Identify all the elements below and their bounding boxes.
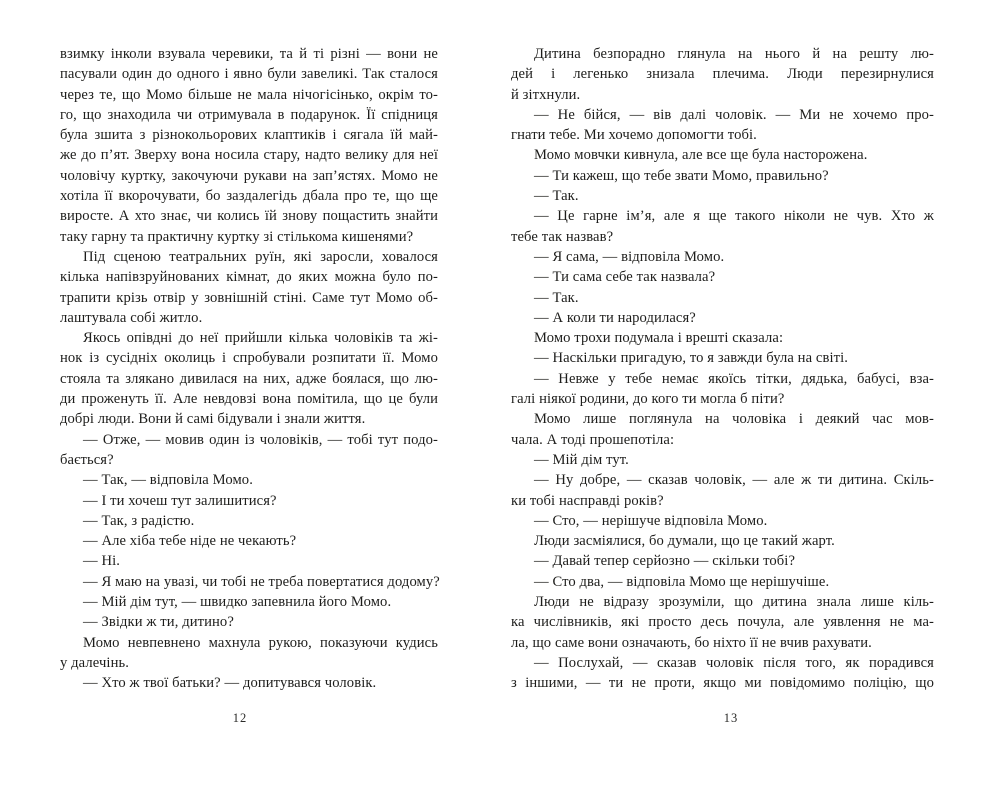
text-line: ки тобі насправді років? (511, 492, 664, 509)
text-line: — Невже у тебе немає якоїсь тітки, дядька, бабусі, вза- (534, 370, 934, 387)
text-line: пасували один до одного і явно були завеликі. Так сталося (60, 66, 438, 83)
text-line: добрі люди. Вони й самі бідували і знали життя. (60, 411, 366, 428)
text-line: трапити крізь отвір у зовнішній стіні. Саме тут Момо об- (60, 289, 438, 306)
text-line: Дитина безпорадно глянула на нього й на решту лю- (534, 46, 934, 62)
text-line: Якось опівдні до неї прийшли кілька чоловіків та жі- (83, 330, 438, 347)
text-line: Люди засміялися, бо думали, що це такий жарт. (534, 533, 835, 550)
text-line: й зітхнули. (511, 86, 581, 103)
text-line: стояла та злякано дивилася на них, адже боялася, що лю- (60, 370, 438, 387)
text-line: — Так, — відповіла Момо. (83, 472, 253, 489)
text-line: же до п’ят. Зверху вона носила стару, надто велику для неї (60, 147, 438, 164)
text-line: — Я маю на увазі, чи тобі не треба повертатися додому? (83, 573, 440, 590)
text-line: Люди не відразу зрозуміли, що дитина знала лише кіль- (534, 594, 934, 611)
text-line: — Так. (534, 188, 579, 205)
text-line: — Я сама, — відповіла Момо. (534, 248, 725, 265)
text-line: — Ну добре, — сказав чоловік, — але ж ти дитина. Скіль- (534, 472, 934, 489)
text-line: була зшита з різнокольорових клаптиків і сягала їй май- (60, 127, 438, 144)
text-line: — Послухай, — сказав чоловік після того, як порадився (534, 654, 934, 671)
text-line: галі ніякої родини, до кого ти могла б піти? (511, 391, 785, 408)
text-line: дей і легенько знизала плечима. Люди перезирнулися (511, 66, 934, 83)
text-line: взимку інколи взувала черевики, та й ті різні — вони не (60, 46, 438, 62)
text-line: — Ні. (83, 553, 120, 570)
text-line: — Давай тепер серйозно — скільки тобі? (534, 553, 796, 570)
text-line: — Хто ж твої батьки? — допитувався чоловік. (83, 675, 377, 692)
text-line: — Мій дім тут, — швидко запевнила його Момо. (83, 594, 392, 611)
text-line: таку гарну та практичну куртку зі стількома кишенями? (60, 228, 414, 245)
text-line: — Ти кажеш, що тебе звати Момо, правильно? (534, 167, 829, 184)
text-line: тебе так назвав? (511, 228, 614, 245)
text-line: у далечінь. (60, 654, 129, 671)
text-line: ла, що саме вони означають, бо ніхто її не вчив рахувати. (511, 634, 872, 651)
text-line: — Мій дім тут. (534, 451, 629, 468)
text-line: — Звідки ж ти, дитино? (83, 614, 234, 631)
text-line: гнати тебе. Ми хочемо допомогти тобі. (511, 127, 757, 144)
page-number-left: 12 (232, 711, 248, 725)
text-line: Момо лише поглянула на чоловіка і деякий час мов- (534, 411, 934, 428)
text-line: — Але хіба тебе ніде не чекають? (83, 533, 297, 550)
text-line: лаштувала собі житло. (60, 309, 203, 326)
page-number-right: 13 (723, 711, 739, 725)
text-line: бається? (60, 451, 114, 468)
text-line: — Не бійся, — вів далі чоловік. — Ми не хочемо про- (534, 106, 934, 123)
page-13-text (511, 44, 934, 694)
text-line: нок із сусідніх околиць і спробували розпитати її. Момо (60, 350, 438, 367)
text-line: кілька напівзруйнованих кімнат, до яких можна було по- (60, 269, 438, 286)
text-line: виросте. А хто знає, чи колись їй знову пощастить знайти (60, 208, 438, 225)
text-line: через те, що Момо більше не мала нічогісінько, окрім то- (60, 86, 438, 103)
text-line: — Наскільки пригадую, то я завжди була на світі. (534, 350, 849, 367)
text-line: — Так. (534, 289, 579, 306)
text-line: — А коли ти народилася? (534, 309, 696, 326)
text-line: Момо трохи подумала і врешті сказала: (534, 330, 784, 347)
text-line: ди проженуть її. Але невдовзі вона помітила, що це були (60, 391, 438, 408)
text-line: — І ти хочеш тут залишитися? (83, 492, 277, 509)
text-line: чоловічу куртку, закочуючи рукави на зап’ястях. Момо не (60, 167, 438, 184)
text-line: — Сто, — нерішуче відповіла Момо. (534, 512, 768, 529)
text-line: — Так, з радістю. (83, 512, 195, 529)
text-line: чала. А тоді прошепотіла: (511, 431, 675, 448)
page-12-text (60, 44, 438, 694)
text-line: Момо невпевнено махнула рукою, показуючи кудись (83, 634, 438, 651)
text-line: — Це гарне ім’я, але я ще такого ніколи не чув. Хто ж (534, 208, 934, 225)
text-line: Момо мовчки кивнула, але все ще була насторожена. (534, 147, 868, 164)
text-line: з іншими, — ти не проти, якщо ми повідомимо поліцію, що (511, 675, 934, 692)
text-line: ка числівників, які просто десь почула, але уявлення не ма- (511, 614, 934, 631)
text-line: Під сценою театральних руїн, які заросли, ховалося (83, 248, 438, 265)
text-line: хотіла її вкорочувати, бо заздалегідь дбала про те, що ще (60, 188, 438, 205)
text-line: го, що знаходила чи отримувала в подарунок. Її спідниця (60, 106, 438, 123)
text-line: — Отже, — мовив один із чоловіків, — тобі тут подо- (83, 431, 438, 448)
text-line: — Сто два, — відповіла Момо ще нерішучіше. (534, 573, 830, 590)
text-line: — Ти сама себе так назвала? (534, 269, 716, 286)
